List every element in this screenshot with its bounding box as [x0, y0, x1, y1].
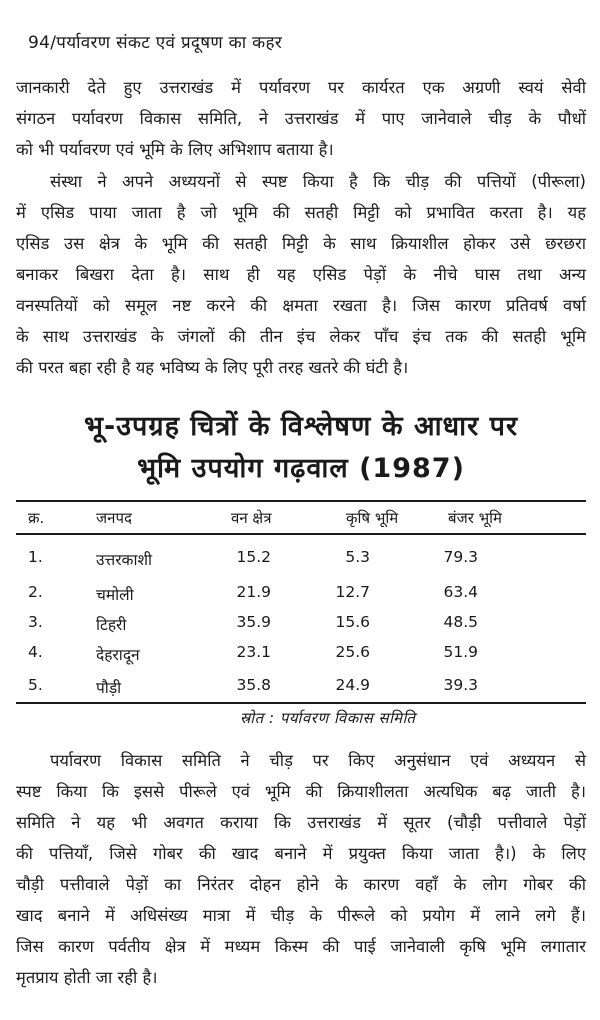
cell-district: टिहरी — [96, 616, 127, 634]
cell-barren: 39.3 — [443, 676, 478, 694]
cell-serial: 3. — [28, 613, 43, 631]
header-district: जनपद — [96, 509, 132, 527]
table-bottom-rule — [16, 702, 586, 704]
text-line: समिति ने यह भी अवगत कराया कि उत्तराखंड में सूतर (चौड़ी पत्तीवाले पेड़ों — [16, 813, 586, 832]
cell-forest: 15.2 — [236, 548, 271, 566]
cell-serial: 2. — [28, 583, 43, 601]
table-title-line-1: भू-उपग्रह चित्रों के विश्लेषण के आधार पर — [84, 411, 518, 442]
cell-district: चमोली — [96, 586, 134, 604]
text-line: में एसिड पाया जाता है जो भूमि की सतही मिट्टी को प्रभावित करता है। यह — [16, 203, 586, 222]
cell-agri: 25.6 — [335, 643, 370, 661]
text-line: वनस्पतियों को समूल नष्ट करने की क्षमता रखता है। जिस कारण प्रतिवर्ष वर्षा — [16, 296, 586, 315]
text-line: स्पष्ट किया कि इससे पीरूले एवं भूमि की क्रियाशीलता अत्यधिक बढ़ जाती है। — [16, 782, 586, 801]
text-line: की परत बहा रही है यह भविष्य के लिए पूरी तरह खतरे की घंटी है। — [16, 358, 409, 377]
cell-district: उत्तरकाशी — [96, 551, 153, 569]
cell-agri: 24.9 — [335, 676, 370, 694]
text-line: चौड़ी पत्तीवाले पेड़ों का निरंतर दोहन होने के कारण वहाँ के लोग गोबर की — [16, 875, 586, 894]
cell-district: पौड़ी — [96, 679, 122, 697]
table-title — [16, 406, 586, 490]
table-source: स्रोत : पर्यावरण विकास समिति — [240, 709, 416, 727]
cell-forest: 35.8 — [236, 676, 271, 694]
cell-agri: 5.3 — [345, 548, 370, 566]
cell-agri: 12.7 — [335, 583, 370, 601]
text-line: की पत्तियाँ, जिसे गोबर की खाद बनाने में प्रयुक्त किया जाता है।) के लिए — [16, 844, 586, 863]
table-top-rule — [16, 500, 586, 502]
cell-barren: 63.4 — [443, 583, 478, 601]
cell-district: देहरादून — [96, 646, 140, 664]
text-line: मृतप्राय होती जा रही है। — [16, 968, 158, 987]
cell-forest: 21.9 — [236, 583, 271, 601]
text-line: खाद बनाने में अधिसंख्य मात्रा में चीड़ के पीरूले को प्रयोग में लाने लगे हैं। — [16, 906, 586, 925]
header-forest-area: वन क्षेत्र — [231, 509, 272, 527]
header-serial: क्र. — [28, 509, 45, 527]
header-agricultural-land: कृषि भूमि — [346, 509, 399, 527]
text-line: संगठन पर्यावरण विकास समिति, ने उत्तराखंड में पाए जानेवाले चीड़ के पौधों — [16, 109, 586, 128]
running-head: 94/पर्यावरण संकट एवं प्रदूषण का कहर — [28, 33, 283, 53]
text-line: एसिड उस क्षेत्र के भूमि की सतही मिट्टी के साथ क्रियाशील होकर उसे छरछरा — [16, 234, 586, 253]
text-line: जिस कारण पर्वतीय क्षेत्र में मध्यम किस्म की पाई जानेवाली कृषि भूमि लगातार — [16, 937, 586, 956]
cell-barren: 79.3 — [443, 548, 478, 566]
cell-barren: 51.9 — [443, 643, 478, 661]
table-header-rule — [16, 533, 586, 535]
paragraph-3 — [16, 745, 586, 993]
text-line: संस्था ने अपने अध्ययनों से स्पष्ट किया है कि चीड़ की पत्तियों (पीरूला) — [50, 172, 586, 191]
text-line: बनाकर बिखरा देता है। साथ ही यह एसिड पेड़ों के नीचे घास तथा अन्य — [16, 265, 586, 284]
paragraph-2 — [16, 166, 586, 383]
paragraph-1 — [16, 72, 586, 165]
cell-agri: 15.6 — [335, 613, 370, 631]
cell-forest: 35.9 — [236, 613, 271, 631]
text-line: को भी पर्यावरण एवं भूमि के लिए अभिशाप बताया है। — [16, 140, 334, 159]
cell-serial: 5. — [28, 676, 43, 694]
cell-serial: 4. — [28, 643, 43, 661]
text-line: के साथ उत्तराखंड के जंगलों की तीन इंच लेकर पाँच इंच तक की सतही भूमि — [16, 327, 586, 346]
header-barren-land: बंजर भूमि — [448, 509, 502, 527]
cell-forest: 23.1 — [236, 643, 271, 661]
text-line: पर्यावरण विकास समिति ने चीड़ पर किए अनुसंधान एवं अध्ययन से — [50, 751, 586, 770]
table-title-line-2: भूमि उपयोग गढ़वाल (1987) — [137, 453, 465, 484]
text-line: जानकारी देते हुए उत्तराखंड में पर्यावरण पर कार्यरत एक अग्रणी स्वयं सेवी — [16, 78, 586, 97]
cell-barren: 48.5 — [443, 613, 478, 631]
cell-serial: 1. — [28, 548, 43, 566]
